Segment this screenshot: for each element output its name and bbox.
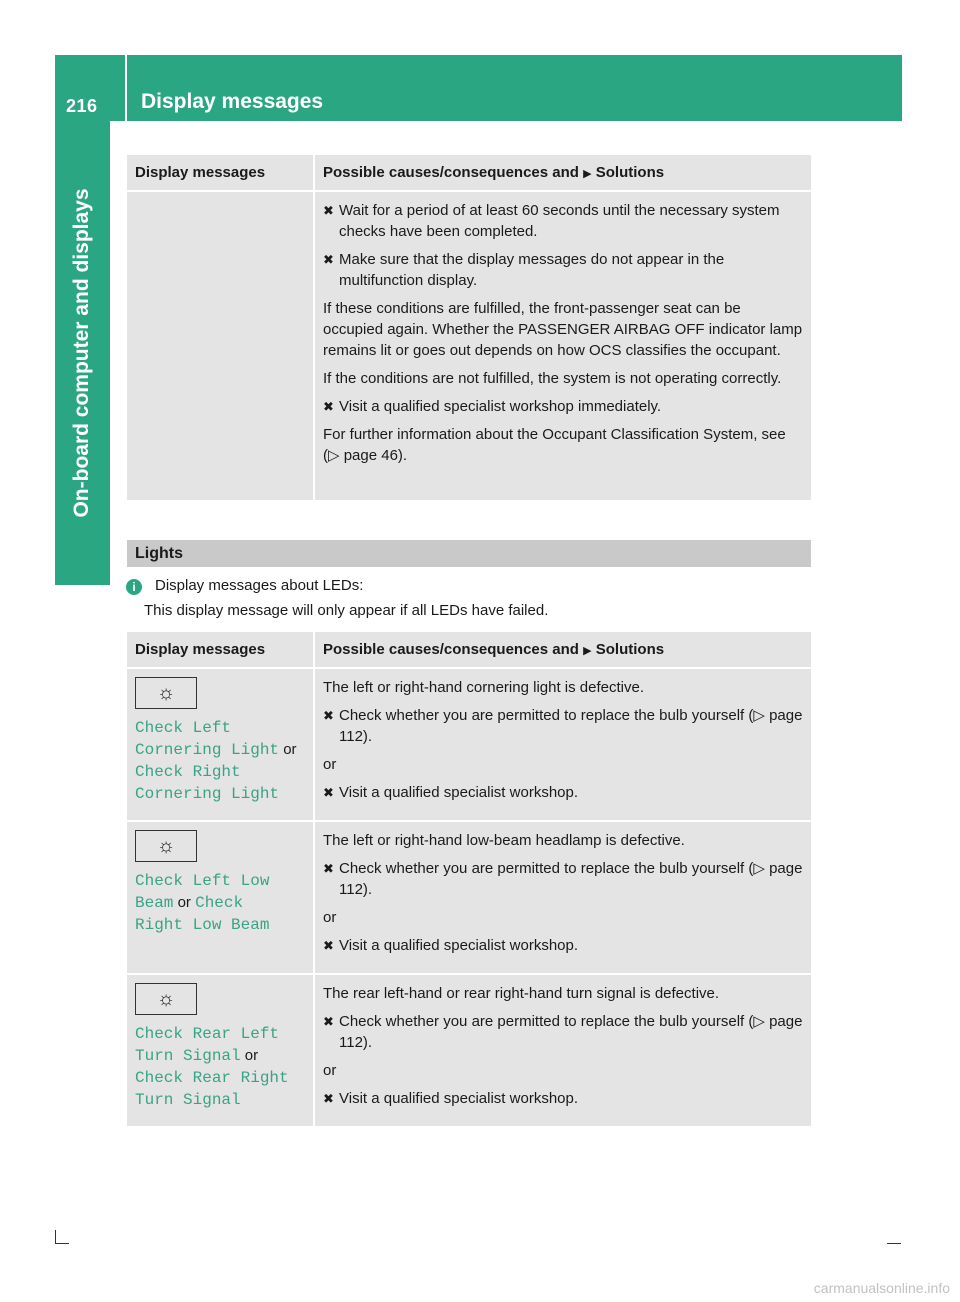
connector-text: or	[240, 1047, 259, 1064]
connector-text: or	[279, 741, 297, 758]
step-marker-icon: ✖	[323, 785, 334, 800]
paragraph: or	[323, 909, 337, 926]
messages-table-1	[127, 155, 811, 500]
step-text: Check whether you are permitted to replace the bulb yourself (▷ page 112).	[339, 707, 803, 745]
arrow-right-icon: ▶	[583, 645, 592, 657]
step-marker-icon: ✖	[323, 399, 334, 414]
display-message-text: Check Rear Left	[135, 1025, 280, 1043]
instruction-step	[323, 249, 803, 291]
paragraph: The left or right-hand low-beam headlamp is defective.	[323, 832, 685, 849]
messages-table-2	[127, 632, 811, 1126]
message-line	[135, 739, 305, 761]
message-line	[135, 1089, 305, 1111]
message-cell	[127, 974, 314, 1126]
step-text: Visit a qualified specialist workshop.	[339, 784, 579, 801]
info-icon: i	[126, 579, 142, 595]
solution-cell	[314, 191, 811, 500]
page-title: Display messages	[141, 90, 324, 113]
table-row	[127, 821, 811, 974]
message-line	[135, 914, 305, 936]
step-text: Visit a qualified specialist workshop.	[339, 937, 579, 954]
instruction-step	[323, 1011, 803, 1053]
display-message-text: Cornering Light	[135, 785, 280, 803]
paragraph: If these conditions are fulfilled, the front-passenger seat can be occupied again. Whether the PASSENGER AIRBAG OFF indicator lamp remains lit or goes out depends on how OCS classifies the occupant.	[323, 300, 803, 359]
table-row	[127, 668, 811, 821]
paragraph: or	[323, 1062, 337, 1079]
display-message-text: Check	[195, 894, 244, 912]
step-text: Visit a qualified specialist workshop immediately.	[339, 398, 662, 415]
instruction-step	[323, 935, 803, 956]
crop-mark	[55, 1243, 69, 1244]
display-message-text: Check Left	[135, 719, 232, 737]
chapter-label: On-board computer and displays	[70, 188, 93, 518]
paragraph: or	[323, 756, 337, 773]
instruction-step	[323, 1088, 803, 1109]
solution-cell	[314, 974, 811, 1126]
info-text: Display messages about LEDs:	[155, 577, 364, 594]
display-message-text: Right Low Beam	[135, 916, 270, 934]
message-line	[135, 1067, 305, 1089]
instruction-step	[323, 858, 803, 900]
paragraph: The rear left-hand or rear right-hand turn signal is defective.	[323, 985, 720, 1002]
connector-text: or	[173, 894, 196, 911]
display-message-text: Check Right	[135, 763, 241, 781]
info-text-detail: This display message will only appear if all LEDs have failed.	[144, 602, 549, 619]
step-text: Check whether you are permitted to replace the bulb yourself (▷ page 112).	[339, 1013, 803, 1051]
watermark: carmanualsonline.info	[813, 1280, 950, 1296]
message-line	[135, 783, 305, 805]
step-marker-icon: ✖	[323, 1091, 334, 1106]
message-cell	[127, 821, 314, 974]
paragraph: For further information about the Occupant Classification System, see (▷ page 46).	[323, 426, 786, 464]
crop-mark	[887, 1243, 901, 1244]
lamp-fault-icon: ☼	[135, 830, 197, 862]
step-text: Wait for a period of at least 60 seconds until the necessary system checks have been completed.	[339, 202, 780, 240]
message-line	[135, 892, 305, 914]
column-header-solutions: Possible causes/consequences and ▶ Solutions	[314, 155, 811, 191]
step-text: Visit a qualified specialist workshop.	[339, 1090, 579, 1107]
column-header-solutions: Possible causes/consequences and ▶ Solutions	[314, 632, 811, 668]
paragraph: The left or right-hand cornering light is defective.	[323, 679, 644, 696]
solution-cell	[314, 821, 811, 974]
display-message-text: Check Rear Right	[135, 1069, 289, 1087]
column-header-messages: Display messages	[127, 632, 314, 668]
step-marker-icon: ✖	[323, 861, 334, 876]
display-message-text: Beam	[135, 894, 174, 912]
message-line	[135, 1023, 305, 1045]
step-text: Make sure that the display messages do not appear in the multifunction display.	[339, 251, 725, 289]
lamp-fault-icon: ☼	[135, 677, 197, 709]
message-line	[135, 870, 305, 892]
lamp-fault-icon: ☼	[135, 983, 197, 1015]
message-line	[135, 717, 305, 739]
solution-cell	[314, 668, 811, 821]
message-cell	[127, 668, 314, 821]
step-marker-icon: ✖	[323, 938, 334, 953]
display-message-text: Cornering Light	[135, 741, 280, 759]
instruction-step	[323, 396, 803, 417]
section-heading-lights: Lights	[127, 540, 811, 567]
step-marker-icon: ✖	[323, 203, 334, 218]
instruction-step	[323, 782, 803, 803]
instruction-step	[323, 200, 803, 242]
display-message-text: Check Left Low	[135, 872, 270, 890]
table-row	[127, 974, 811, 1126]
table-row	[127, 191, 811, 500]
arrow-right-icon: ▶	[583, 168, 592, 180]
step-marker-icon: ✖	[323, 252, 334, 267]
message-line	[135, 1045, 305, 1067]
instruction-step	[323, 705, 803, 747]
header-separator	[125, 55, 127, 121]
step-marker-icon: ✖	[323, 708, 334, 723]
message-cell	[127, 191, 314, 500]
crop-mark	[55, 1230, 56, 1244]
step-text: Check whether you are permitted to replace the bulb yourself (▷ page 112).	[339, 860, 803, 898]
display-message-text: Turn Signal	[135, 1047, 241, 1065]
page-number: 216	[66, 96, 98, 116]
message-line	[135, 761, 305, 783]
display-message-text: Turn Signal	[135, 1091, 241, 1109]
paragraph: If the conditions are not fulfilled, the system is not operating correctly.	[323, 370, 782, 387]
column-header-messages: Display messages	[127, 155, 314, 191]
step-marker-icon: ✖	[323, 1014, 334, 1029]
